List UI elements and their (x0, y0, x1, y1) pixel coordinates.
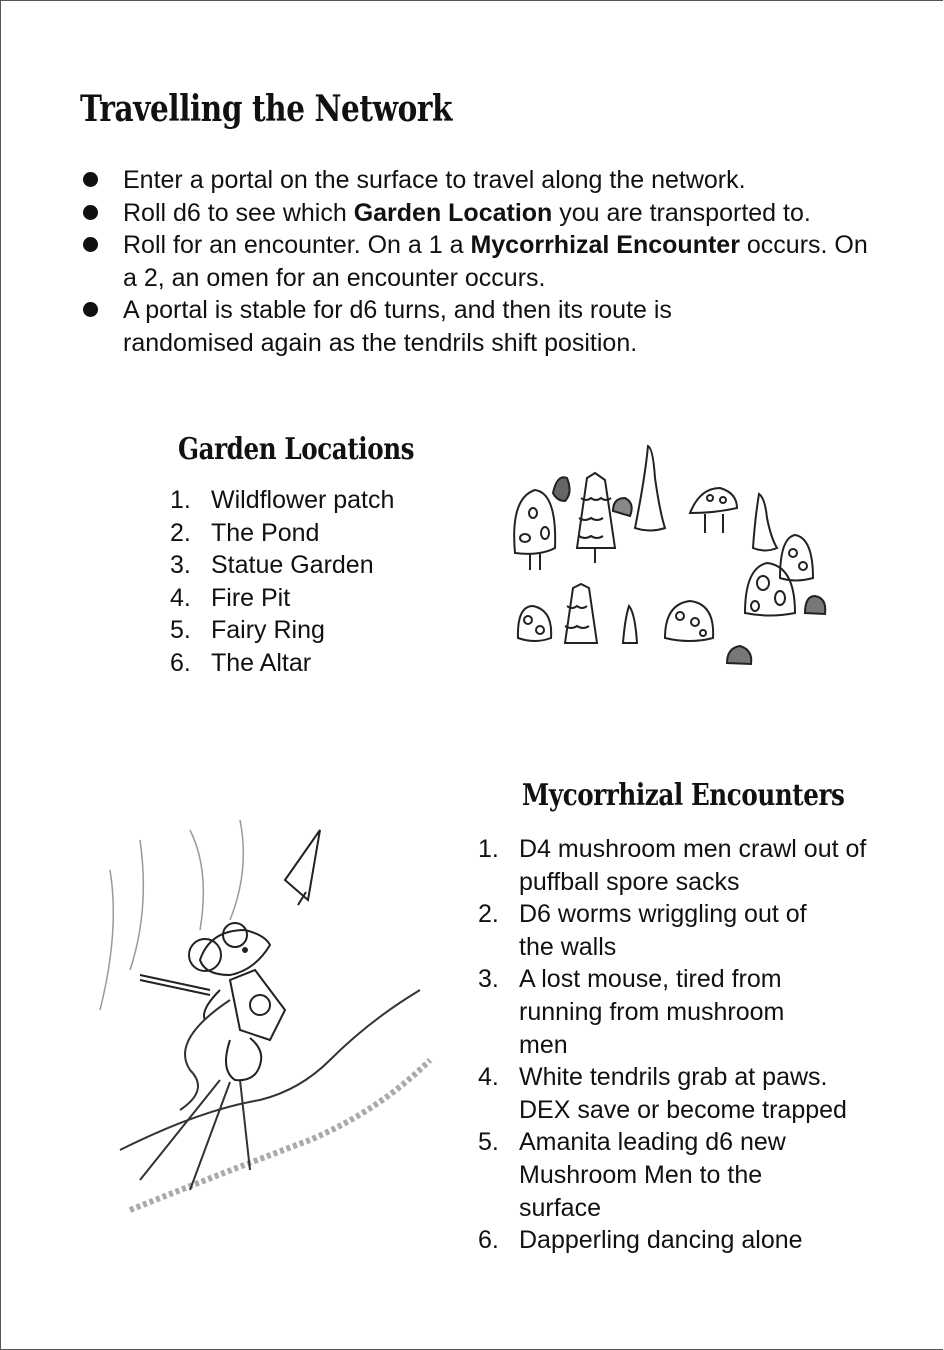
list-item: 2. The Pond (170, 518, 320, 547)
mycorrhizal-encounters-heading: Mycorrhizal Encounters (522, 778, 845, 813)
list-item: 1. D4 mushroom men crawl out of puffball spore sacks (478, 835, 867, 896)
garden-locations-list (170, 484, 470, 680)
mycorrhizal-encounters-list (478, 833, 878, 1257)
mouse-warrior-illustration (80, 810, 450, 1220)
rule-item: A portal is stable for d6 turns, and then its route is randomised again as the tendrils shift position. (80, 294, 880, 359)
mushroom-icon (514, 490, 555, 570)
rule-item: Roll for an encounter. On a 1 a Mycorrhizal Encounter occurs. On a 2, an omen for an encounter occurs. (80, 229, 880, 294)
mycorrhizal-encounter-term: Mycorrhizal Encounter (470, 231, 740, 260)
list-item: 5. Fairy Ring (170, 616, 325, 645)
list-item: 4. White tendrils grab at paws. DEX save or become trapped (478, 1063, 847, 1124)
fairy-ring-illustration (495, 438, 835, 683)
rule-item: Enter a portal on the surface to travel along the network. (80, 164, 880, 197)
rule-item: Roll d6 to see which Garden Location you are transported to. (80, 197, 880, 230)
garden-locations-heading: Garden Locations (178, 432, 415, 467)
list-item: 1. Wildflower patch (170, 486, 395, 514)
list-item: 6. Dapperling dancing alone (478, 1226, 803, 1255)
list-item: 5. Amanita leading d6 new Mushroom Men to the surface (478, 1128, 786, 1222)
list-item: 2. D6 worms wriggling out of the walls (478, 900, 807, 961)
list-item: 3. A lost mouse, tired from running from mushroom men (478, 965, 785, 1059)
rules-list (80, 164, 880, 360)
list-item: 3. Statue Garden (170, 551, 374, 580)
list-item: 6. The Altar (170, 648, 312, 677)
garden-location-term: Garden Location (353, 198, 553, 227)
page-title: Travelling the Network (80, 88, 453, 130)
list-item: 4. Fire Pit (170, 583, 291, 612)
